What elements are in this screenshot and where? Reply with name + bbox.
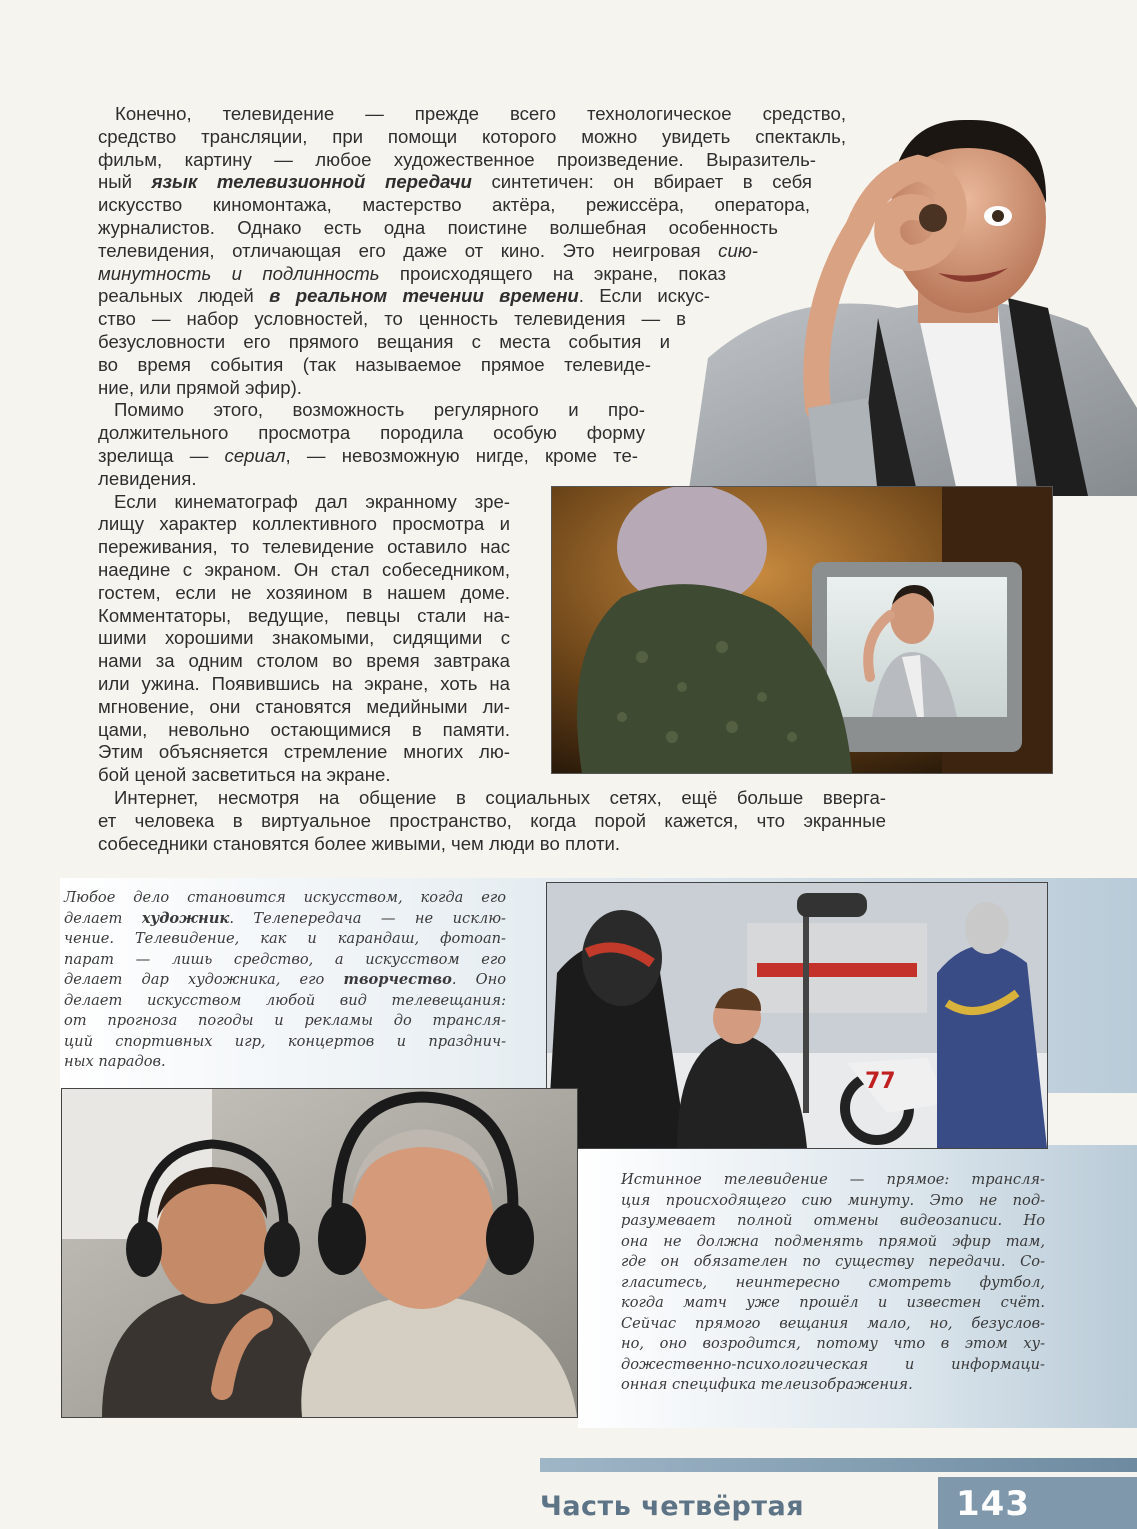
text-line: гостем, если не хозяином в нашем доме. <box>98 581 510 603</box>
term-tv-language: язык телевизионной передачи <box>151 171 472 193</box>
text-line: Интернет, несмотря на общение в социальных сетях, ещё больше вверга- <box>114 786 886 808</box>
article-body <box>98 103 1098 855</box>
svg-text:77: 77 <box>865 1069 896 1094</box>
caption-line: Истинное телевидение — прямое: трансля- <box>621 1171 1045 1188</box>
text-line: средство трансляции, при помощи которого можно увидеть спектакль, <box>98 125 846 147</box>
paragraph-1 <box>98 103 1098 399</box>
caption-line: ция происходящего сию минуту. Это не под- <box>621 1191 1045 1209</box>
text-line: Конечно, телевидение — прежде всего технологическое средство, <box>115 103 846 124</box>
footer-rule <box>540 1458 1137 1472</box>
caption-line: Любое дело становится искусством, когда его <box>64 889 506 906</box>
text-line: или ужина. Появившись на экране, хоть на <box>98 672 510 694</box>
text-line: переживания, то телевидение оставило нас <box>98 536 510 558</box>
text-line: зрелища — сериал, — невозможную нигде, кроме те- <box>98 444 638 466</box>
caption-line: делает дар художника, его творчество. Оно <box>64 971 506 988</box>
text-line: ство — набор условностей, то ценность телевидения — в <box>98 308 686 330</box>
caption-line: гласитесь, неинтересно смотреть футбол, <box>621 1273 1045 1291</box>
caption-line: дожественно-психологическая и информаци- <box>621 1355 1045 1373</box>
caption-line: ных парадов. <box>64 1053 166 1070</box>
text-line: должительного просмотра породила особую форму <box>98 422 645 444</box>
caption-line: ций спортивных игр, концертов и празднич- <box>64 1032 506 1050</box>
text-line: телевидения, отличающая его даже от кино. Это неигровая сию- <box>98 239 758 261</box>
caption-artist <box>64 888 506 1073</box>
caption-live-tv <box>621 1170 1045 1396</box>
caption-line: парат — лишь средство, а искусством его <box>64 950 506 968</box>
text-line: собеседники становятся более живыми, чем люди во плоти. <box>98 832 621 854</box>
text-line: Комментаторы, ведущие, певцы стали на- <box>98 604 510 626</box>
text-line: нами за одним столом во время завтрака <box>98 650 510 672</box>
caption-line: делает художник. Телепередача — не исклю- <box>64 909 506 927</box>
paragraph-2 <box>98 399 1098 490</box>
text-line: ет человека в виртуальное пространство, когда порой кажется, что экранные <box>98 809 886 831</box>
paragraph-3 <box>98 491 1098 787</box>
text-line: шими хорошими знакомыми, сидящими с <box>98 627 510 649</box>
caption-line: онная специфика телеизображения. <box>621 1376 913 1393</box>
text-line: во время события (так называемое прямое телевиде- <box>98 353 651 375</box>
text-line: фильм, картину — любое художественное произведение. Выразитель- <box>98 148 816 170</box>
term-real-time: в реальном течении времени <box>269 285 579 307</box>
text-line: Помимо этого, возможность регулярного и про- <box>114 399 645 421</box>
caption-line: разумевает полной отмены видеозаписи. Но <box>621 1212 1045 1229</box>
text-line: безусловности его прямого вещания с места события и <box>98 330 670 352</box>
caption-line: от прогноза погоды и рекламы до трансля- <box>64 1012 506 1029</box>
term-serial: сериал <box>224 444 286 466</box>
text-line: журналистов. Однако есть одна поистине волшебная особенность <box>98 216 778 238</box>
text-line: Если кинематограф дал экранному зре- <box>114 490 510 512</box>
text-line: ние, или прямой эфир). <box>98 376 302 398</box>
text-line: ный язык телевизионной передачи синтетичен: он вбирает в себя <box>98 171 812 193</box>
text-line: минутность и подлинность происходящего на экране, показ <box>98 262 726 284</box>
text-line: искусство киномонтажа, мастерство актёра, режиссёра, оператора, <box>98 194 810 216</box>
text-line: цами, невольно остающимися в памяти. <box>98 718 510 740</box>
text-line: левидения. <box>98 467 197 489</box>
photo-headsets-broadcast <box>61 1088 578 1418</box>
text-line: наедине с экраном. Он стал собеседником, <box>98 558 510 580</box>
text-line: бой ценой засветиться на экране. <box>98 764 391 786</box>
term-creativity: творчество <box>343 971 452 988</box>
text-line: лищу характер коллективного просмотра и <box>98 513 510 535</box>
caption-line: где он обязателен по существу передачи. Со- <box>621 1253 1045 1270</box>
caption-line: чение. Телевидение, как и карандаш, фотоап- <box>64 930 506 947</box>
caption-line: делает искусством любой вид телевещания: <box>64 991 506 1009</box>
term-artist: художник <box>141 909 230 927</box>
photo-motorcycle-interview <box>546 882 1048 1149</box>
paragraph-4 <box>98 787 1098 855</box>
text-line: Этим объясняется стремление многих лю- <box>98 741 510 763</box>
caption-line: когда матч уже прошёл и известен счёт. <box>621 1294 1045 1311</box>
section-title: Часть четвёртая <box>540 1491 805 1522</box>
caption-line: но, оно возродится, потому что в этом ху- <box>621 1335 1045 1352</box>
caption-line: она не должна подменять прямой эфир там, <box>621 1232 1045 1250</box>
text-line: мгновение, они становятся медийными ли- <box>98 695 510 717</box>
page-number: 143 <box>956 1484 1030 1524</box>
caption-line: Сейчас прямого вещания мало, но, безуслов- <box>621 1314 1045 1332</box>
text-line: реальных людей в реальном течении времени. Если искус- <box>98 285 710 307</box>
